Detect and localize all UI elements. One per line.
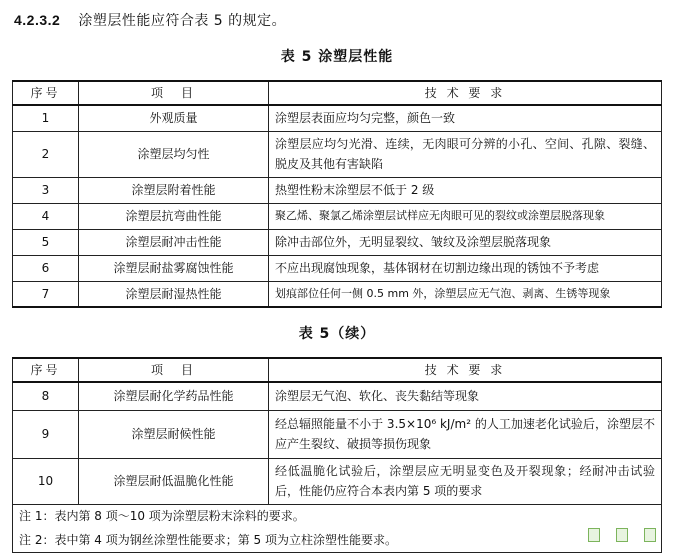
- row-requirement: 经总辐照能量不小于 3.5×10⁶ kJ/m² 的人工加速老化试验后，涂塑层不应产生裂纹、破损等损伤现象: [269, 410, 662, 458]
- clause-number: 4.2.3.2: [14, 12, 61, 28]
- table-row: [13, 255, 662, 281]
- row-requirement: 涂塑层表面应均匀完整，颜色一致: [269, 105, 662, 131]
- table-row: [13, 458, 662, 504]
- watermark-mark: [616, 528, 628, 542]
- row-no: 1: [13, 105, 79, 131]
- row-item: 涂塑层耐化学药品性能: [79, 382, 269, 410]
- row-item: 涂塑层均匀性: [79, 131, 269, 177]
- row-no: 6: [13, 255, 79, 281]
- row-no: 5: [13, 229, 79, 255]
- header-no: 序号: [13, 81, 79, 105]
- row-requirement: 除冲击部位外，无明显裂纹、皱纹及涂塑层脱落现象: [269, 229, 662, 255]
- table-row: [13, 105, 662, 131]
- table-row: [13, 203, 662, 229]
- table-header-row: [13, 81, 662, 105]
- row-no: 4: [13, 203, 79, 229]
- table-row: [13, 410, 662, 458]
- header-item: 项 目: [79, 81, 269, 105]
- table-note: 注 1：表内第 8 项～10 项为涂塑层粉末涂料的要求。: [13, 504, 662, 528]
- row-requirement: 划痕部位任何一侧 0.5 mm 外，涂塑层应无气泡、剥离、生锈等现象: [269, 281, 662, 307]
- row-item: 涂塑层耐候性能: [79, 410, 269, 458]
- performance-table: [12, 80, 662, 308]
- table-continued-caption: 表 5（续）: [298, 326, 376, 342]
- row-no: 10: [13, 458, 79, 504]
- row-no: 2: [13, 131, 79, 177]
- header-requirement: 技 术 要 求: [269, 81, 662, 105]
- row-no: 8: [13, 382, 79, 410]
- clause-heading: [14, 10, 286, 30]
- row-item: 涂塑层抗弯曲性能: [79, 203, 269, 229]
- row-requirement: 涂塑层无气泡、软化、丧失黏结等现象: [269, 382, 662, 410]
- row-item: 涂塑层附着性能: [79, 177, 269, 203]
- table-row: [13, 177, 662, 203]
- row-item: 涂塑层耐湿热性能: [79, 281, 269, 307]
- row-item: 涂塑层耐盐雾腐蚀性能: [79, 255, 269, 281]
- table-row: [13, 131, 662, 177]
- row-requirement: 涂塑层应均匀光滑、连续，无肉眼可分辨的小孔、空间、孔隙、裂缝、脱皮及其他有害缺陷: [269, 131, 662, 177]
- row-item: 涂塑层耐低温脆化性能: [79, 458, 269, 504]
- row-requirement: 热塑性粉末涂塑层不低于 2 级: [269, 177, 662, 203]
- row-requirement: 经低温脆化试验后，涂塑层应无明显变色及开裂现象；经耐冲击试验后，性能仍应符合本表内第 5 项的要求: [269, 458, 662, 504]
- table-row: [13, 281, 662, 307]
- row-item: 涂塑层耐冲击性能: [79, 229, 269, 255]
- table-note: 注 2：表中第 4 项为钢丝涂塑性能要求；第 5 项为立柱涂塑性能要求。: [13, 528, 662, 552]
- table-caption: 表 5 涂塑层性能: [280, 49, 394, 65]
- header-requirement: 技 术 要 求: [269, 358, 662, 382]
- row-no: 7: [13, 281, 79, 307]
- row-requirement: 不应出现腐蚀现象，基体钢材在切割边缘出现的锈蚀不予考虑: [269, 255, 662, 281]
- watermark-mark: [588, 528, 600, 542]
- performance-table-continued: [12, 357, 662, 553]
- row-no: 3: [13, 177, 79, 203]
- header-item: 项 目: [79, 358, 269, 382]
- row-item: 外观质量: [79, 105, 269, 131]
- row-requirement: 聚乙烯、聚氯乙烯涂塑层试样应无肉眼可见的裂纹或涂塑层脱落现象: [269, 203, 662, 229]
- row-no: 9: [13, 410, 79, 458]
- table-row: [13, 382, 662, 410]
- note-row: [13, 504, 662, 528]
- note-row: [13, 528, 662, 552]
- table-row: [13, 229, 662, 255]
- header-no: 序号: [13, 358, 79, 382]
- watermark-mark: [644, 528, 656, 542]
- clause-text: 涂塑层性能应符合表 5 的规定。: [78, 13, 287, 29]
- table-header-row: [13, 358, 662, 382]
